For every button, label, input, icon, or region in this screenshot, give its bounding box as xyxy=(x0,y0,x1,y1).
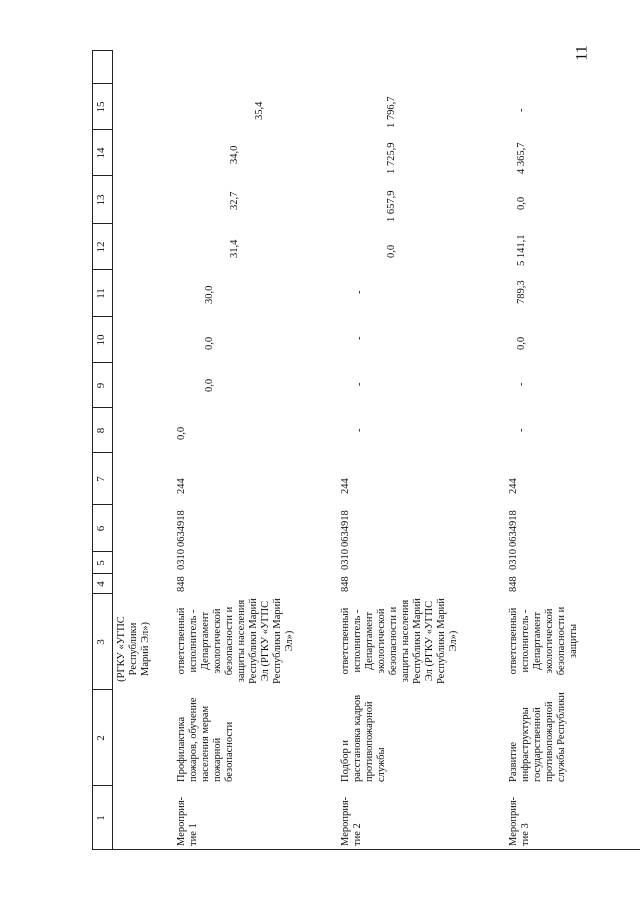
col-number: 14 xyxy=(95,147,107,159)
col-number: 1 xyxy=(95,815,107,821)
row2-col14: 1 725,9 xyxy=(386,142,397,174)
row2-col15: 1 796,7 xyxy=(386,96,397,128)
col-number: 15 xyxy=(95,101,107,113)
row3-col8: - xyxy=(516,428,527,432)
row3-col12: 5 141,1 xyxy=(516,234,527,266)
row2-col10: - xyxy=(354,336,365,340)
col-divider xyxy=(92,849,640,850)
row2-col5: 0310 xyxy=(340,549,351,570)
col-number: 5 xyxy=(95,560,107,566)
row1-activity: Мероприя-тие 1 xyxy=(176,796,199,846)
row2-col7: 244 xyxy=(340,478,351,494)
row1-col11: 30,0 xyxy=(204,285,215,304)
row1-col14: 34,0 xyxy=(229,145,240,164)
row2-col4: 848 xyxy=(340,576,351,592)
row2-col12: 0,0 xyxy=(386,244,397,258)
col-divider xyxy=(92,50,112,51)
page-number: 11 xyxy=(573,45,591,61)
row1-col8: 0,0 xyxy=(176,426,187,440)
row3-activity: Мероприя-тие 3 xyxy=(508,796,531,846)
row3-col6: 0634918 xyxy=(508,510,519,547)
col-number: 4 xyxy=(95,581,107,587)
row2-activity: Мероприя-тие 2 xyxy=(340,796,363,846)
col-number: 9 xyxy=(95,382,107,389)
row3-col13: 0,0 xyxy=(516,196,527,210)
col-number: 7 xyxy=(95,476,107,482)
col-number: 8 xyxy=(95,427,107,434)
row1-col15: 35,4 xyxy=(254,101,265,120)
row2-col9: - xyxy=(354,382,365,386)
row2-col6: 0634918 xyxy=(340,510,351,547)
row3-col9: - xyxy=(516,382,527,386)
col-number: 10 xyxy=(95,334,107,346)
row3-col4: 848 xyxy=(508,576,519,592)
row3-col14: 4 365,7 xyxy=(516,142,527,174)
row1-col9: 0,0 xyxy=(204,378,215,392)
row1-executor: ответственный исполнитель - Департамент экологической безопасности и защиты населения Республики Марий Эл (РГКУ «УГПС Республики Марий Эл») xyxy=(176,598,295,684)
col-number: 6 xyxy=(95,525,107,532)
row1-col13: 32,7 xyxy=(229,191,240,210)
row2-description: Подбор и расстановка кадров противопожарной службы xyxy=(340,694,387,782)
budget-table xyxy=(92,50,640,850)
col-number: 2 xyxy=(95,735,107,741)
table-top-border xyxy=(92,50,93,850)
col-number: 11 xyxy=(95,288,107,299)
row2-executor: ответственный исполнитель - Департамент экологической безопасности и защиты населения Республики Марий Эл (РГКУ «УГПС Республики Марий Эл») xyxy=(340,598,459,684)
row3-col10: 0,0 xyxy=(516,336,527,350)
row1-col5: 0310 xyxy=(176,549,187,570)
row3-col11: 789,3 xyxy=(516,280,527,304)
row3-col15: - xyxy=(516,108,527,112)
header-row-border xyxy=(112,50,113,850)
row1-col6: 0634918 xyxy=(176,510,187,547)
row2-col11: - xyxy=(354,290,365,294)
col-number: 12 xyxy=(95,241,107,253)
col-number: 3 xyxy=(95,639,107,645)
row1-col4: 848 xyxy=(176,576,187,592)
row1-col10: 0,0 xyxy=(204,336,215,350)
row2-col13: 1 657,9 xyxy=(386,190,397,222)
row1-col7: 244 xyxy=(176,478,187,494)
row3-col7: 244 xyxy=(508,478,519,494)
col-number: 13 xyxy=(95,194,107,206)
header-continuation: (РГКУ «УГПС Республики Марий Эл») xyxy=(116,616,151,682)
row3-description: Развитие инфраструктуры государственной противопожарной службы Республики xyxy=(508,692,567,782)
row1-col12: 31,4 xyxy=(229,239,240,258)
row3-executor: ответственный исполнитель - Департамент экологической безопасности и защиты xyxy=(508,606,579,676)
row3-col5: 0310 xyxy=(508,549,519,570)
row1-description: Профилактика пожаров, обучение населения мерам пожарной безопасности xyxy=(176,697,235,782)
row2-col8: - xyxy=(354,428,365,432)
